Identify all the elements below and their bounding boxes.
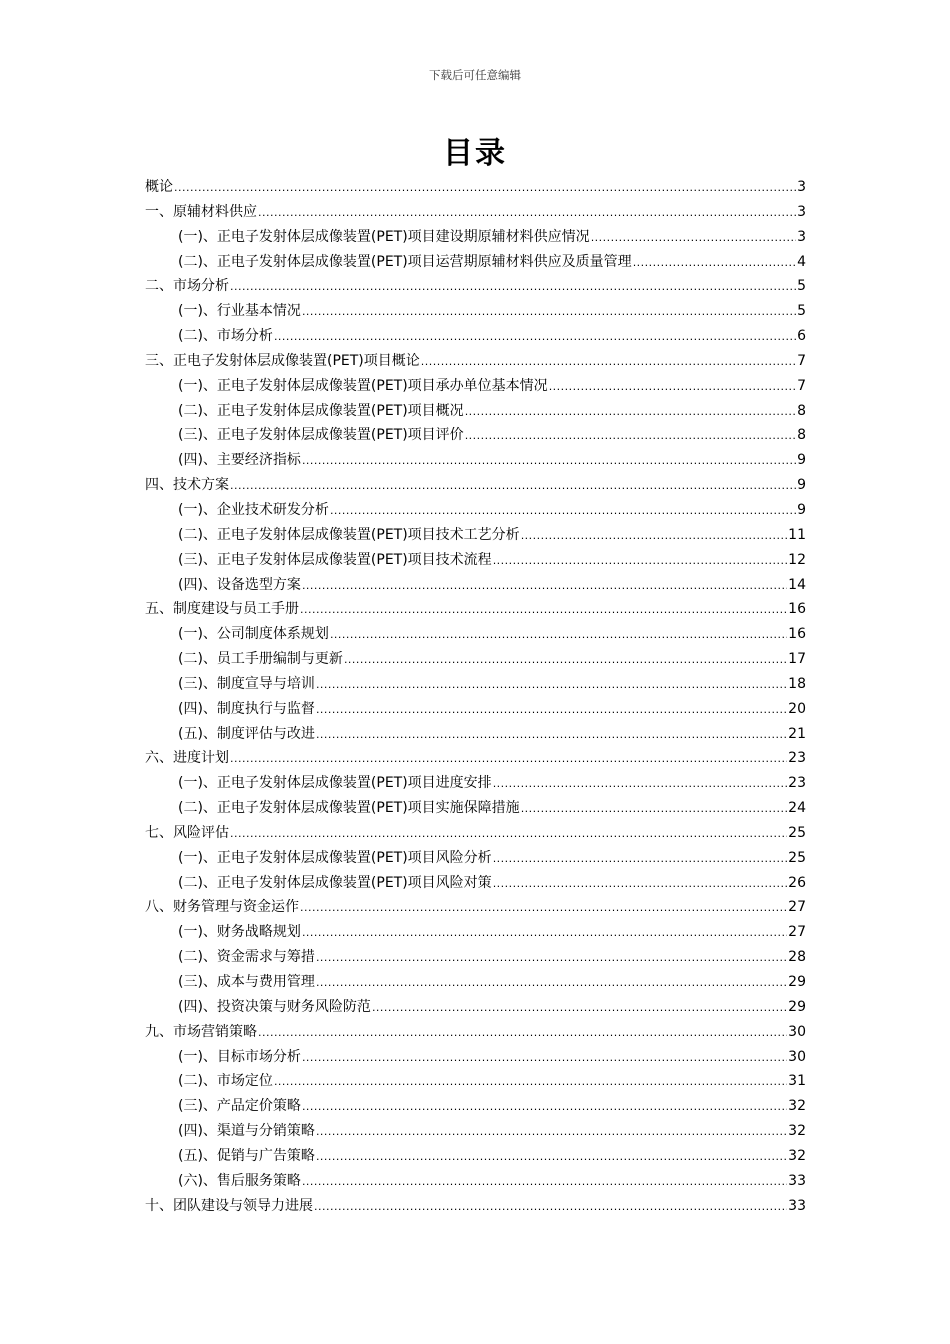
toc-entry-title: 五、制度建设与员工手册	[145, 601, 299, 618]
toc-entry-title: (一)、正电子发射体层成像装置(PET)项目建设期原辅材料供应情况	[178, 228, 590, 245]
toc-page-number: 17	[788, 651, 806, 668]
toc-section-entry[interactable]	[145, 945, 806, 970]
toc-page-number: 25	[788, 824, 806, 841]
toc-entry-title: (二)、资金需求与筹措	[178, 949, 315, 966]
toc-dot-leader	[314, 1195, 787, 1220]
toc-entry-title: (二)、员工手册编制与更新	[178, 651, 343, 668]
toc-page-number: 32	[788, 1147, 806, 1164]
toc-entry-title: (一)、企业技术研发分析	[178, 501, 329, 518]
toc-entry-title: (一)、公司制度体系规划	[178, 626, 329, 643]
toc-entry-title: (一)、正电子发射体层成像装置(PET)项目进度安排	[178, 775, 492, 792]
toc-page-number: 7	[797, 352, 806, 369]
toc-chapter-entry[interactable]	[145, 1194, 806, 1219]
toc-section-entry[interactable]	[145, 1094, 806, 1119]
toc-section-entry[interactable]	[145, 871, 806, 896]
toc-page-number: 6	[797, 328, 806, 345]
toc-dot-leader	[230, 822, 787, 847]
toc-dot-leader	[302, 574, 787, 599]
toc-page-number: 33	[788, 1197, 806, 1214]
toc-chapter-entry[interactable]	[145, 895, 806, 920]
toc-entry-title: (二)、正电子发射体层成像装置(PET)项目概况	[178, 402, 464, 419]
toc-dot-leader	[302, 300, 796, 325]
toc-page-number: 11	[788, 526, 806, 543]
toc-section-entry[interactable]	[145, 771, 806, 796]
toc-page-number: 32	[788, 1123, 806, 1140]
toc-section-entry[interactable]	[145, 796, 806, 821]
toc-entry-title: 七、风险评估	[145, 824, 229, 841]
toc-dot-leader	[316, 946, 787, 971]
toc-entry-title: (四)、主要经济指标	[178, 452, 301, 469]
toc-page-number: 9	[797, 501, 806, 518]
toc-page-number: 23	[788, 775, 806, 792]
toc-entry-title: 二、市场分析	[145, 278, 229, 295]
toc-section-entry[interactable]	[145, 1144, 806, 1169]
toc-entry-title: 十、团队建设与领导力进展	[145, 1197, 313, 1214]
toc-dot-leader	[421, 350, 796, 375]
toc-section-entry[interactable]	[145, 920, 806, 945]
toc-chapter-entry[interactable]	[145, 175, 806, 200]
toc-entry-title: (二)、市场定位	[178, 1073, 273, 1090]
toc-page-number: 16	[788, 626, 806, 643]
toc-dot-leader	[465, 400, 796, 425]
toc-page-number: 21	[788, 725, 806, 742]
toc-dot-leader	[230, 275, 796, 300]
toc-page-number: 25	[788, 849, 806, 866]
toc-entry-title: (一)、正电子发射体层成像装置(PET)项目风险分析	[178, 849, 492, 866]
toc-dot-leader	[274, 1070, 787, 1095]
toc-section-entry[interactable]	[145, 647, 806, 672]
toc-entry-title: (四)、渠道与分销策略	[178, 1123, 315, 1140]
toc-dot-leader	[465, 424, 796, 449]
toc-page-number: 7	[797, 377, 806, 394]
toc-entry-title: (四)、投资决策与财务风险防范	[178, 998, 371, 1015]
toc-entry-title: (六)、售后服务策略	[178, 1172, 301, 1189]
toc-dot-leader	[549, 375, 796, 400]
toc-entry-title: 一、原辅材料供应	[145, 203, 257, 220]
toc-page-number: 29	[788, 998, 806, 1015]
toc-entry-title: (四)、设备选型方案	[178, 576, 301, 593]
toc-page-number: 31	[788, 1073, 806, 1090]
toc-entry-title: (一)、行业基本情况	[178, 303, 301, 320]
toc-dot-leader	[230, 474, 796, 499]
toc-dot-leader	[302, 1170, 787, 1195]
toc-chapter-entry[interactable]	[145, 746, 806, 771]
toc-dot-leader	[316, 723, 787, 748]
toc-page-number: 12	[788, 551, 806, 568]
toc-entry-title: (五)、促销与广告策略	[178, 1147, 315, 1164]
toc-entry-title: (二)、正电子发射体层成像装置(PET)项目运营期原辅材料供应及质量管理	[178, 253, 632, 270]
toc-page-number: 8	[797, 402, 806, 419]
toc-entry-title: (三)、制度宣导与培训	[178, 675, 315, 692]
toc-page-number: 23	[788, 750, 806, 767]
toc-page-number: 18	[788, 675, 806, 692]
toc-section-entry[interactable]	[145, 548, 806, 573]
toc-chapter-entry[interactable]	[145, 821, 806, 846]
toc-dot-leader	[316, 1120, 787, 1145]
toc-page-number: 5	[797, 303, 806, 320]
toc-entry-title: (二)、正电子发射体层成像装置(PET)项目技术工艺分析	[178, 526, 520, 543]
toc-section-entry[interactable]	[145, 573, 806, 598]
toc-dot-leader	[633, 251, 796, 276]
toc-page-number: 3	[797, 203, 806, 220]
toc-entry-title: 四、技术方案	[145, 477, 229, 494]
toc-section-entry[interactable]	[145, 374, 806, 399]
toc-page-number: 3	[797, 228, 806, 245]
toc-section-entry[interactable]	[145, 1045, 806, 1070]
toc-entry-title: (一)、正电子发射体层成像装置(PET)项目承办单位基本情况	[178, 377, 548, 394]
toc-page-number: 3	[797, 179, 806, 195]
toc-entry-title: 三、正电子发射体层成像装置(PET)项目概论	[145, 352, 420, 369]
toc-page-number: 27	[788, 924, 806, 941]
toc-dot-leader	[316, 1145, 787, 1170]
toc-dot-leader	[316, 673, 787, 698]
toc-chapter-entry[interactable]	[145, 473, 806, 498]
toc-section-entry[interactable]	[145, 697, 806, 722]
toc-dot-leader	[300, 598, 787, 623]
toc-dot-leader	[521, 797, 787, 822]
toc-dot-leader	[230, 747, 787, 772]
toc-dot-leader	[330, 623, 787, 648]
toc-dot-leader	[274, 325, 796, 350]
toc-section-entry[interactable]	[145, 672, 806, 697]
header-note: 下载后可任意编辑	[429, 68, 521, 82]
toc-section-entry[interactable]	[145, 324, 806, 349]
toc-dot-leader	[300, 896, 787, 921]
toc-chapter-entry[interactable]	[145, 1020, 806, 1045]
toc-entry-title: (三)、产品定价策略	[178, 1098, 301, 1115]
toc-section-entry[interactable]	[145, 498, 806, 523]
toc-page-number: 29	[788, 974, 806, 990]
toc-chapter-entry[interactable]	[145, 274, 806, 299]
toc-entry-title: 六、进度计划	[145, 750, 229, 767]
toc-section-entry[interactable]	[145, 1169, 806, 1194]
toc-page-number: 27	[788, 899, 806, 916]
toc-page-number: 9	[797, 452, 806, 469]
toc-page-number: 8	[797, 427, 806, 444]
toc-entry-title: (二)、市场分析	[178, 328, 273, 345]
toc-dot-leader	[302, 449, 796, 474]
toc-section-entry[interactable]	[145, 299, 806, 324]
toc-dot-leader	[316, 971, 787, 996]
toc-page-number: 30	[788, 1048, 806, 1065]
toc-dot-leader	[302, 921, 787, 946]
toc-page-number: 4	[797, 253, 806, 270]
toc-section-entry[interactable]	[145, 722, 806, 747]
toc-section-entry[interactable]	[145, 399, 806, 424]
toc-dot-leader	[302, 1046, 787, 1071]
toc-page-number: 28	[788, 949, 806, 966]
toc-section-entry[interactable]	[145, 250, 806, 275]
toc-section-entry[interactable]	[145, 1119, 806, 1144]
toc-chapter-entry[interactable]	[145, 597, 806, 622]
toc-chapter-entry[interactable]	[145, 349, 806, 374]
toc-page-number: 30	[788, 1023, 806, 1040]
toc-page-number: 24	[788, 800, 806, 817]
toc-section-entry[interactable]	[145, 1069, 806, 1094]
toc-entry-title: (三)、成本与费用管理	[178, 974, 315, 990]
toc-page-number: 26	[788, 874, 806, 891]
toc-page-number: 20	[788, 700, 806, 717]
toc-entry-title: (二)、正电子发射体层成像装置(PET)项目实施保障措施	[178, 800, 520, 817]
toc-dot-leader	[174, 176, 796, 201]
toc-dot-leader	[521, 524, 787, 549]
toc-section-entry[interactable]	[145, 622, 806, 647]
toc-dot-leader	[493, 549, 787, 574]
toc-dot-leader	[302, 1095, 787, 1120]
toc-entry-title: 概论	[145, 179, 173, 195]
toc-entry-title: (一)、财务战略规划	[178, 924, 301, 941]
toc-section-entry[interactable]	[145, 225, 806, 250]
toc-dot-leader	[316, 698, 787, 723]
toc-page-number: 14	[788, 576, 806, 593]
toc-section-entry[interactable]	[145, 423, 806, 448]
toc-dot-leader	[372, 996, 787, 1021]
toc-page-number: 32	[788, 1098, 806, 1115]
toc-page-number: 9	[797, 477, 806, 494]
toc-section-entry[interactable]	[145, 448, 806, 473]
toc-section-entry[interactable]	[145, 846, 806, 871]
toc-chapter-entry[interactable]	[145, 200, 806, 225]
toc-dot-leader	[493, 847, 787, 872]
toc-entry-title: (三)、正电子发射体层成像装置(PET)项目评价	[178, 427, 464, 444]
toc-page-number: 5	[797, 278, 806, 295]
toc-dot-leader	[493, 772, 787, 797]
toc-dot-leader	[258, 201, 796, 226]
toc-entry-title: (三)、正电子发射体层成像装置(PET)项目技术流程	[178, 551, 492, 568]
toc-entry-title: (二)、正电子发射体层成像装置(PET)项目风险对策	[178, 874, 492, 891]
toc-section-entry[interactable]	[145, 995, 806, 1020]
toc-dot-leader	[344, 648, 787, 673]
toc-dot-leader	[591, 226, 796, 251]
toc-entry-title: (五)、制度评估与改进	[178, 725, 315, 742]
toc-dot-leader	[258, 1021, 787, 1046]
toc-section-entry[interactable]	[145, 523, 806, 548]
toc-dot-leader	[330, 499, 796, 524]
table-of-contents	[145, 175, 806, 1218]
toc-entry-title: 九、市场营销策略	[145, 1023, 257, 1040]
toc-page-number: 16	[788, 601, 806, 618]
toc-entry-title: 八、财务管理与资金运作	[145, 899, 299, 916]
toc-title: 目录	[443, 136, 507, 171]
toc-entry-title: (四)、制度执行与监督	[178, 700, 315, 717]
toc-section-entry[interactable]	[145, 970, 806, 995]
toc-entry-title: (一)、目标市场分析	[178, 1048, 301, 1065]
toc-dot-leader	[493, 872, 787, 897]
toc-page-number: 33	[788, 1172, 806, 1189]
